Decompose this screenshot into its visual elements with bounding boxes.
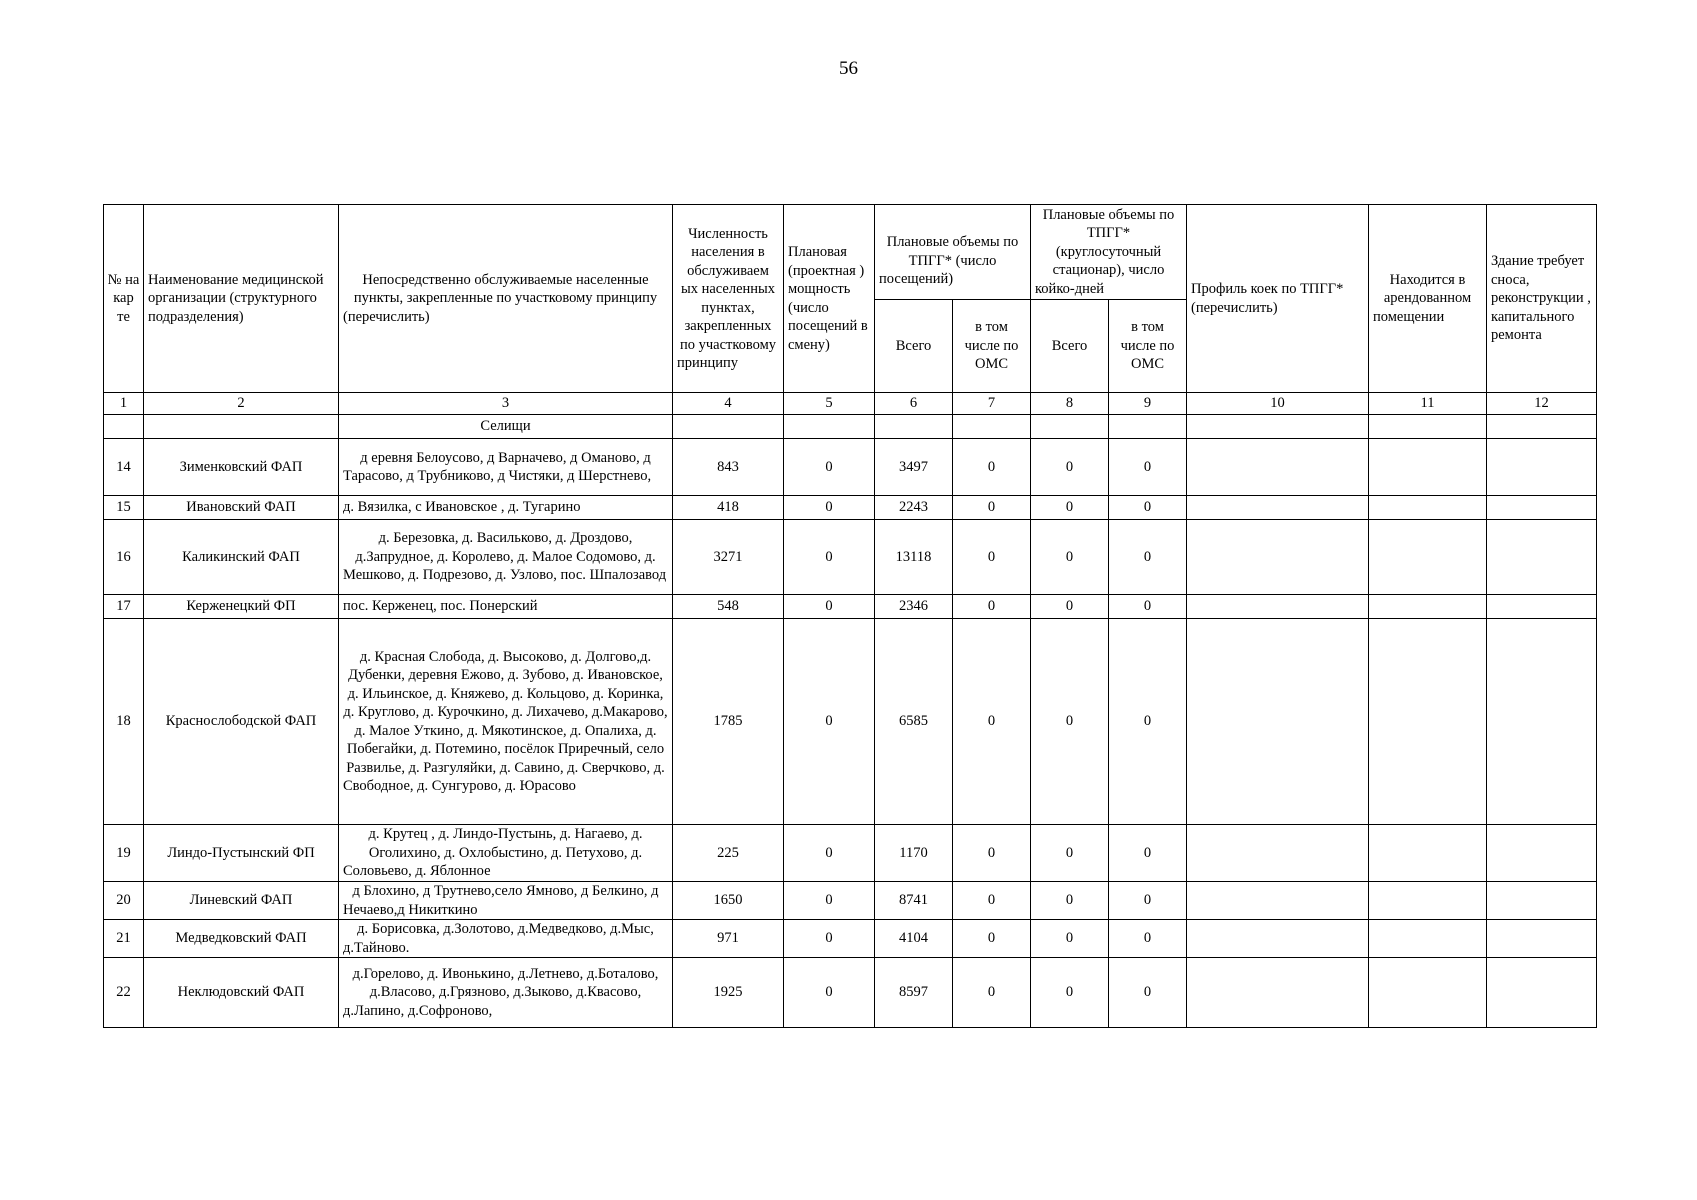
bed-profile-value (1187, 496, 1369, 520)
beds-oms-value: 0 (1109, 619, 1187, 825)
settlements-list: д.Горелово, д. Ивонькино, д.Летнево, д.Боталово, д.Власово, д.Грязново, д.Зыково, д.Квасово, д.Лапино, д.Софроново, (339, 958, 673, 1028)
bed-profile-value (1187, 619, 1369, 825)
population-value: 1650 (673, 882, 784, 920)
column-numbers-row (104, 393, 1597, 415)
table-row (104, 958, 1597, 1028)
column-number: 2 (144, 393, 339, 415)
row-number: 16 (104, 520, 144, 595)
demolition-value (1487, 958, 1597, 1028)
beds-oms-value: 0 (1109, 825, 1187, 882)
capacity-value: 0 (784, 619, 875, 825)
beds-oms-value: 0 (1109, 439, 1187, 496)
header-visits-group: Плановые объемы по ТПГГ* (число посещений) (875, 205, 1031, 300)
column-number: 6 (875, 393, 953, 415)
settlements-list: д. Борисовка, д.Золотово, д.Медведково, д.Мыс, д.Тайново. (339, 920, 673, 958)
beds-total-value: 0 (1031, 520, 1109, 595)
section-label: Селищи (339, 415, 673, 439)
beds-total-value: 0 (1031, 882, 1109, 920)
rented-value (1369, 920, 1487, 958)
beds-oms-value: 0 (1109, 920, 1187, 958)
capacity-value: 0 (784, 520, 875, 595)
facility-name: Линевский ФАП (144, 882, 339, 920)
facility-name: Линдо-Пустынский ФП (144, 825, 339, 882)
visits-total-value: 2243 (875, 496, 953, 520)
row-number: 17 (104, 595, 144, 619)
bed-profile-value (1187, 920, 1369, 958)
capacity-value: 0 (784, 882, 875, 920)
demolition-value (1487, 825, 1597, 882)
facility-name: Краснослободской ФАП (144, 619, 339, 825)
table-row (104, 825, 1597, 882)
row-number: 19 (104, 825, 144, 882)
settlements-list: д Блохино, д Трутнево,село Ямново, д Белкино, д Нечаево,д Никиткино (339, 882, 673, 920)
bed-profile-value (1187, 958, 1369, 1028)
population-value: 843 (673, 439, 784, 496)
visits-oms-value: 0 (953, 595, 1031, 619)
facility-name: Керженецкий ФП (144, 595, 339, 619)
rented-value (1369, 825, 1487, 882)
population-value: 1785 (673, 619, 784, 825)
header-no: № на кар те (104, 205, 144, 393)
facility-name: Каликинский ФАП (144, 520, 339, 595)
beds-total-value: 0 (1031, 595, 1109, 619)
demolition-value (1487, 882, 1597, 920)
settlements-list: д. Красная Слобода, д. Высоково, д. Долгово,д. Дубенки, деревня Ежово, д. Зубово, д. Ивановское, д. Ильинское, д. Княжево, д. Кольцово, д. Коринка, д. Круглово, д. Курочкино, д. Лихачево, д.Макарово, д. Малое Уткино, д. Мякотинское, д. Опалиха, д. Побегайки, д. Потемино, посёлок Приречный, село Развилье, д. Разгуляйки, д. Савино, д. Сверчково, д. Свободное, д. Сунгурово, д. Юрасово (339, 619, 673, 825)
population-value: 418 (673, 496, 784, 520)
row-number: 20 (104, 882, 144, 920)
visits-total-value: 8597 (875, 958, 953, 1028)
column-number: 1 (104, 393, 144, 415)
header-name: Наименование медицинской организации (структурного подразделения) (144, 205, 339, 393)
beds-oms-value: 0 (1109, 520, 1187, 595)
visits-oms-value: 0 (953, 958, 1031, 1028)
population-value: 1925 (673, 958, 784, 1028)
visits-total-value: 4104 (875, 920, 953, 958)
table-row (104, 882, 1597, 920)
beds-oms-value: 0 (1109, 958, 1187, 1028)
settlements-list: пос. Керженец, пос. Понерский (339, 595, 673, 619)
column-number: 5 (784, 393, 875, 415)
population-value: 971 (673, 920, 784, 958)
header-settlements: Непосредственно обслуживаемые населенные пункты, закрепленные по участковому принципу (перечислить) (339, 205, 673, 393)
header-visits-total: Всего (875, 300, 953, 393)
header-beds-oms: в том числе по ОМС (1109, 300, 1187, 393)
table-row (104, 920, 1597, 958)
beds-total-value: 0 (1031, 496, 1109, 520)
demolition-value (1487, 439, 1597, 496)
visits-oms-value: 0 (953, 825, 1031, 882)
visits-oms-value: 0 (953, 496, 1031, 520)
table-row (104, 496, 1597, 520)
visits-total-value: 1170 (875, 825, 953, 882)
header-population: Численность населения в обслуживаем ых населенных пунктах, закрепленных по участковому принципу (673, 205, 784, 393)
beds-total-value: 0 (1031, 920, 1109, 958)
visits-oms-value: 0 (953, 920, 1031, 958)
row-number: 21 (104, 920, 144, 958)
capacity-value: 0 (784, 825, 875, 882)
settlements-list: д. Березовка, д. Васильково, д. Дроздово, д.Запрудное, д. Королево, д. Малое Содомово, д. Мешково, д. Подрезово, д. Узлово, пос. Шпалозавод (339, 520, 673, 595)
rented-value (1369, 882, 1487, 920)
visits-total-value: 13118 (875, 520, 953, 595)
row-number: 18 (104, 619, 144, 825)
population-value: 3271 (673, 520, 784, 595)
column-number: 10 (1187, 393, 1369, 415)
rented-value (1369, 520, 1487, 595)
header-bed-profile: Профиль коек по ТПГГ* (перечислить) (1187, 205, 1369, 393)
facility-name: Медведковский ФАП (144, 920, 339, 958)
beds-total-value: 0 (1031, 958, 1109, 1028)
rented-value (1369, 439, 1487, 496)
population-value: 225 (673, 825, 784, 882)
visits-total-value: 8741 (875, 882, 953, 920)
section-row (104, 415, 1597, 439)
bed-profile-value (1187, 520, 1369, 595)
capacity-value: 0 (784, 958, 875, 1028)
capacity-value: 0 (784, 439, 875, 496)
rented-value (1369, 595, 1487, 619)
visits-oms-value: 0 (953, 882, 1031, 920)
demolition-value (1487, 619, 1597, 825)
rented-value (1369, 496, 1487, 520)
header-capacity: Плановая (проектная ) мощность (число посещений в смену) (784, 205, 875, 393)
beds-oms-value: 0 (1109, 496, 1187, 520)
capacity-value: 0 (784, 920, 875, 958)
facilities-table (103, 204, 1597, 1028)
demolition-value (1487, 595, 1597, 619)
column-number: 8 (1031, 393, 1109, 415)
settlements-list: д. Вязилка, с Ивановское , д. Тугарино (339, 496, 673, 520)
column-number: 12 (1487, 393, 1597, 415)
visits-oms-value: 0 (953, 619, 1031, 825)
row-number: 22 (104, 958, 144, 1028)
header-demolition: Здание требует сноса, реконструкции , капитального ремонта (1487, 205, 1597, 393)
visits-total-value: 2346 (875, 595, 953, 619)
facility-name: Ивановский ФАП (144, 496, 339, 520)
bed-profile-value (1187, 825, 1369, 882)
beds-oms-value: 0 (1109, 882, 1187, 920)
capacity-value: 0 (784, 496, 875, 520)
column-number: 9 (1109, 393, 1187, 415)
facility-name: Зименковский ФАП (144, 439, 339, 496)
bed-profile-value (1187, 882, 1369, 920)
column-number: 4 (673, 393, 784, 415)
page-number: 56 (839, 58, 858, 79)
bed-profile-value (1187, 439, 1369, 496)
table-row (104, 520, 1597, 595)
rented-value (1369, 958, 1487, 1028)
column-number: 7 (953, 393, 1031, 415)
demolition-value (1487, 496, 1597, 520)
beds-oms-value: 0 (1109, 595, 1187, 619)
visits-total-value: 6585 (875, 619, 953, 825)
beds-total-value: 0 (1031, 825, 1109, 882)
row-number: 15 (104, 496, 144, 520)
beds-total-value: 0 (1031, 619, 1109, 825)
data-rows (104, 439, 1597, 1028)
table-row (104, 619, 1597, 825)
visits-total-value: 3497 (875, 439, 953, 496)
table-row (104, 595, 1597, 619)
rented-value (1369, 619, 1487, 825)
table-row (104, 439, 1597, 496)
visits-oms-value: 0 (953, 439, 1031, 496)
facility-name: Неклюдовский ФАП (144, 958, 339, 1028)
column-number: 11 (1369, 393, 1487, 415)
population-value: 548 (673, 595, 784, 619)
settlements-list: д. Крутец , д. Линдо-Пустынь, д. Нагаево, д. Оголихино, д. Охлобыстино, д. Петухово, д. Соловьево, д. Яблонное (339, 825, 673, 882)
capacity-value: 0 (784, 595, 875, 619)
bed-profile-value (1187, 595, 1369, 619)
demolition-value (1487, 520, 1597, 595)
settlements-list: д еревня Белоусово, д Варначево, д Оманово, д Тарасово, д Трубниково, д Чистяки, д Шерстнево, (339, 439, 673, 496)
beds-total-value: 0 (1031, 439, 1109, 496)
demolition-value (1487, 920, 1597, 958)
visits-oms-value: 0 (953, 520, 1031, 595)
column-number: 3 (339, 393, 673, 415)
header-beds-group: Плановые объемы по ТПГГ* (круглосуточный стационар), число койко-дней (1031, 205, 1187, 300)
header-rented: Находится в арендованном помещении (1369, 205, 1487, 393)
header-beds-total: Всего (1031, 300, 1109, 393)
header-visits-oms: в том числе по ОМС (953, 300, 1031, 393)
row-number: 14 (104, 439, 144, 496)
